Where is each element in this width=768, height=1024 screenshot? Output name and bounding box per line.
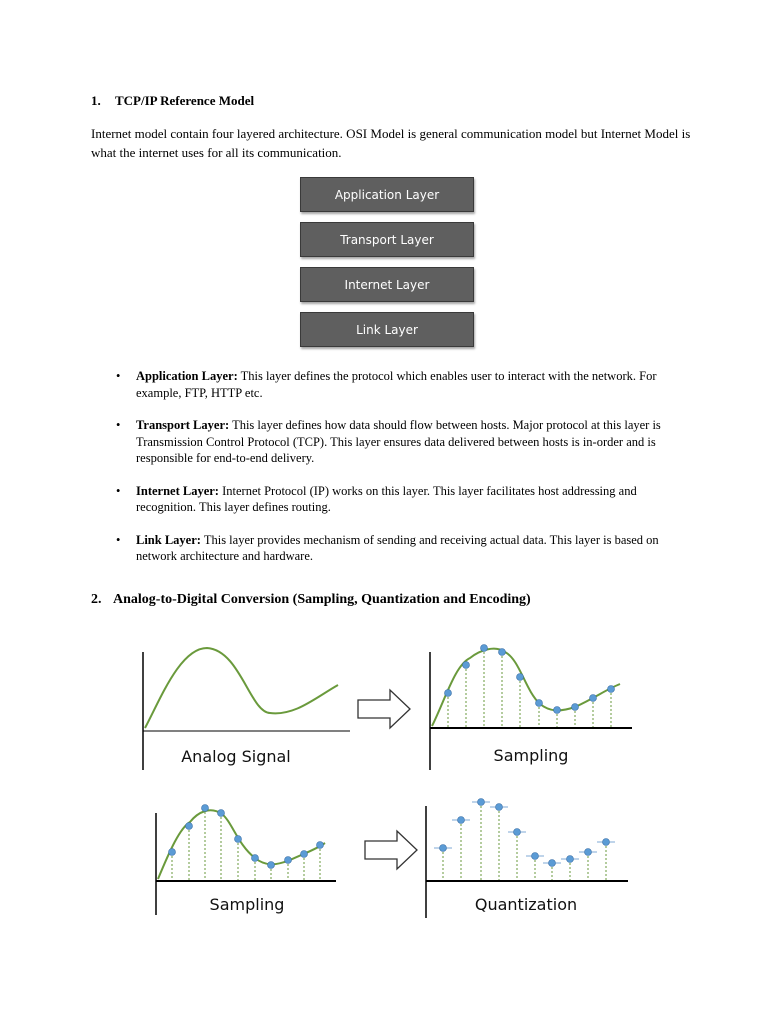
bullet-term: Internet Layer: — [136, 483, 219, 498]
analog-curve — [145, 648, 338, 728]
bullet-term: Link Layer: — [136, 532, 201, 547]
quantization-panel — [426, 799, 628, 919]
layer-box-internet: Internet Layer — [300, 267, 474, 302]
analog-signal-panel — [143, 648, 350, 770]
sampled-curve — [432, 649, 620, 726]
layer-box-transport: Transport Layer — [300, 222, 474, 257]
section2-number: 2. — [91, 592, 102, 607]
sampled-curve — [158, 810, 325, 879]
section1-number: 1. — [91, 93, 101, 108]
bullet-term: Application Layer: — [136, 369, 238, 383]
layer-box-link: Link Layer — [300, 312, 474, 347]
caption-analog-signal: Analog Signal — [181, 747, 291, 766]
bullet-text: This layer defines the protocol which enables user to interact with the network. For example, FTP, HTTP etc. — [136, 369, 657, 400]
sample-points — [445, 645, 615, 714]
sample-points — [169, 805, 324, 869]
caption-quantization: Quantization — [474, 895, 578, 914]
caption-sampling-top: Sampling — [493, 746, 569, 765]
bullet-text: Internet Protocol (IP) works on this layer. This layer facilitates host addressing and recognition. This layer defines routing. — [136, 483, 637, 514]
list-item: • Application Layer: This layer defines the protocol which enables user to interact with the network. For example, FTP, HTTP etc. — [116, 369, 657, 400]
right-arrow-icon — [358, 690, 410, 728]
section2-title: Analog-to-Digital Conversion (Sampling, Quantization and Encoding) — [113, 592, 531, 607]
layer-box-application: Application Layer — [300, 177, 474, 212]
bullet-text: This layer defines how data should flow between hosts. Major protocol at this layer is Transmission Control Protocol (TCP). This layer ensures data delivered between hosts is in-order and is responsible for end-to-end delivery. — [136, 418, 661, 465]
caption-sampling-bottom: Sampling — [209, 895, 285, 914]
list-item: • Transport Layer: This layer defines how data should flow between hosts. Major protocol at this layer is Transmission Control Protocol (TCP). This layer ensures data delivered between hosts is in-order and is responsible for end-to-end delivery. — [116, 418, 661, 465]
section1-title: TCP/IP Reference Model — [115, 93, 255, 108]
list-item: • Link Layer: This layer provides mechanism of sending and receiving actual data. This layer is based on network architecture and hardware. — [116, 532, 659, 563]
sampling-panel-bottom — [156, 805, 336, 916]
bullet-text: This layer provides mechanism of sending and receiving actual data. This layer is based on network architecture and hardware. — [136, 532, 659, 563]
quantized-stems — [443, 802, 606, 880]
section1-intro: Internet model contain four layered architecture. OSI Model is general communication model but Internet Model is what the internet uses for all its communication. — [91, 126, 691, 160]
sampling-panel-top — [430, 645, 632, 771]
right-arrow-icon — [365, 831, 417, 869]
list-item: • Internet Layer: Internet Protocol (IP) works on this layer. This layer facilitates host addressing and recognition. This layer defines routing. — [116, 483, 637, 514]
bullet-term: Transport Layer: — [136, 418, 230, 432]
